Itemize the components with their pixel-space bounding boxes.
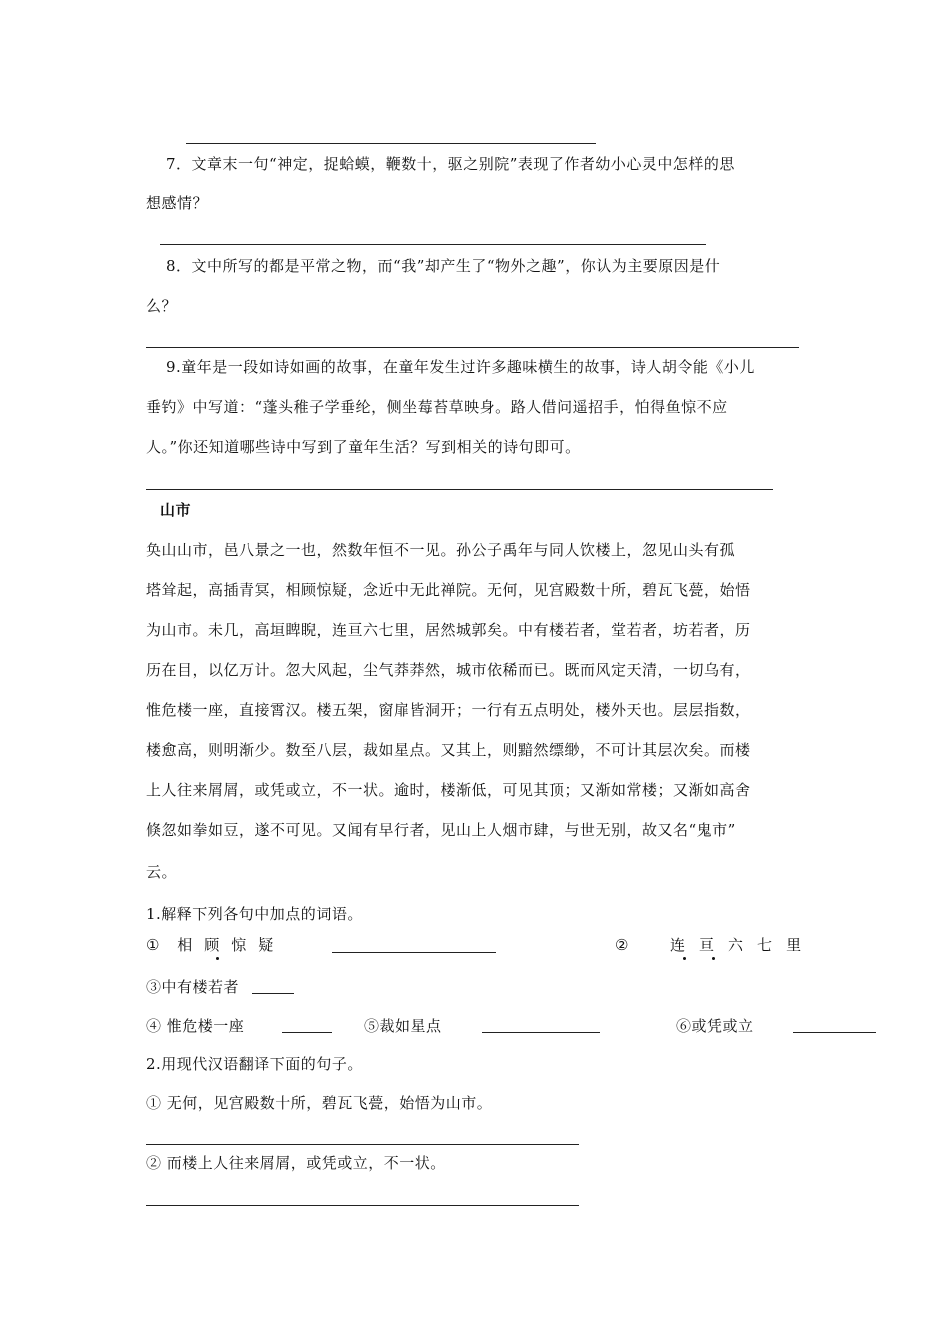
exercise-2-sentence-1: ① 无何，见宫殿数十所，碧瓦飞甍，始悟为山市。 [146, 1094, 493, 1112]
exercise-1-item-2-number: ② [615, 936, 629, 954]
passage-title: 山市 [160, 501, 192, 519]
question-9-line-2: 垂钓》中写道：“蓬头稚子学垂纶，侧坐莓苔草映身。路人借问遥招手，怕得鱼惊不应 [146, 398, 728, 416]
exercise-1-item-6: ⑥或凭或立 [676, 1017, 754, 1035]
question-8-line-1: 8．文中所写的都是平常之物，而“我”却产生了“物外之趣”，你认为主要原因是什 [166, 257, 721, 275]
answer-line-q8[interactable] [146, 347, 799, 348]
char: 七 [757, 936, 787, 954]
item-number: ① [146, 936, 160, 954]
answer-line-ex1-item4[interactable] [282, 1032, 332, 1033]
answer-line-ex1-item3[interactable] [252, 993, 294, 994]
question-7-line-2: 想感情？ [146, 194, 209, 212]
exercise-1-item-4: ④ 惟危楼一座 [146, 1017, 245, 1035]
passage-line: 奂山山市，邑八景之一也，然数年恒不一见。孙公子禹年与同人饮楼上，忽见山头有孤 [146, 541, 736, 559]
exercise-1-prompt: 1.解释下列各句中加点的词语。 [146, 905, 363, 923]
passage-line: 塔耸起，高插青冥，相顾惊疑，念近中无此禅院。无何，见宫殿数十所，碧瓦飞甍，始悟 [146, 581, 751, 599]
answer-line-q6[interactable] [186, 143, 596, 144]
answer-line-q9[interactable] [146, 489, 773, 490]
exercise-1-item-5: ⑤裁如星点 [364, 1017, 442, 1035]
question-9-line-3: 人。”你还知道哪些诗中写到了童年生活？写到相关的诗句即可。 [146, 438, 581, 456]
dotted-char: 连 [670, 936, 700, 954]
answer-line-q7[interactable] [160, 244, 706, 245]
char: 六 [728, 936, 758, 954]
char: 里 [786, 936, 816, 954]
answer-line-ex2-s1[interactable] [146, 1144, 579, 1145]
exercise-1-item-2 [670, 935, 815, 955]
passage-line: 惟危楼一座，直接霄汉。楼五架，窗扉皆洞开；一行有五点明处，楼外天也。层层指数， [146, 701, 751, 719]
passage-line: 历在目，以亿万计。忽大风起，尘气莽莽然，城市依稀而已。既而风定天清，一切乌有， [146, 661, 751, 679]
passage-line: 倏忽如拳如豆，遂不可见。又闻有早行者，见山上人烟市肆，与世无别，故又名“鬼市” [146, 821, 736, 839]
question-9-line-1: 9.童年是一段如诗如画的故事，在童年发生过许多趣味横生的故事，诗人胡令能《小儿 [166, 358, 755, 376]
exercise-1-item-1 [146, 935, 285, 955]
answer-line-ex1-item5[interactable] [482, 1032, 600, 1033]
exercise-1-item-3: ③中有楼若者 [146, 978, 240, 996]
char: 相 [177, 936, 205, 954]
dotted-char: 顾 [204, 936, 232, 954]
char: 惊 [231, 936, 259, 954]
exercise-2-sentence-2: ② 而楼上人往来屑屑，或凭或立，不一状。 [146, 1154, 446, 1172]
answer-line-ex1-item6[interactable] [793, 1032, 876, 1033]
passage-line: 为山市。未几，高垣睥睨，连亘六七里，居然城郭矣。中有楼若者，堂若者，坊若者，历 [146, 621, 751, 639]
char: 疑 [258, 936, 286, 954]
question-8-line-2: 么？ [146, 297, 178, 315]
passage-line: 楼愈高，则明渐少。数至八层，裁如星点。又其上，则黯然缥缈，不可计其层次矣。而楼 [146, 741, 751, 759]
question-7-line-1: 7．文章末一句“神定，捉蛤蟆，鞭数十，驱之别院”表现了作者幼小心灵中怎样的思 [166, 155, 735, 173]
passage-line: 上人往来屑屑，或凭或立，不一状。逾时，楼渐低，可见其顶；又渐如常楼；又渐如高舍 [146, 781, 751, 799]
answer-line-ex2-s2[interactable] [146, 1205, 579, 1206]
passage-line: 云。 [146, 863, 178, 881]
answer-line-ex1-item1[interactable] [332, 952, 496, 953]
dotted-char: 亘 [699, 936, 729, 954]
exercise-2-prompt: 2.用现代汉语翻译下面的句子。 [146, 1055, 363, 1073]
